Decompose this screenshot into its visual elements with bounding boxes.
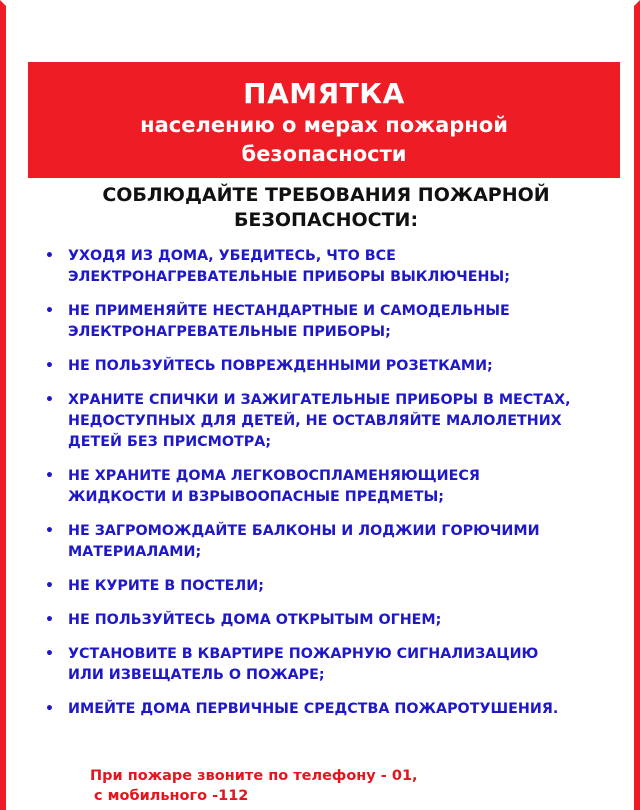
safety-rule-text: ДЕТЕЙ БЕЗ ПРИСМОТРА; bbox=[68, 434, 272, 450]
safety-rule-item bbox=[42, 356, 630, 377]
poster-subtitle-line-2: безопасности bbox=[241, 142, 407, 166]
safety-rule-text: НЕ ПРИМЕНЯЙТЕ НЕСТАНДАРТНЫЕ И САМОДЕЛЬНЫЕ bbox=[68, 303, 510, 319]
safety-rule-text: УСТАНОВИТЕ В КВАРТИРЕ ПОЖАРНУЮ СИГНАЛИЗАЦИЮ bbox=[68, 646, 539, 662]
safety-rule-item bbox=[42, 521, 630, 563]
safety-rule-text: ЭЛЕКТРОНАГРЕВАТЕЛЬНЫЕ ПРИБОРЫ; bbox=[68, 324, 391, 340]
bullet-icon: • bbox=[45, 578, 54, 594]
safety-rule-text: ЖИДКОСТИ И ВЗРЫВООПАСНЫЕ ПРЕДМЕТЫ; bbox=[68, 489, 444, 505]
requirements-heading-line-1: СОБЛЮДАЙТЕ ТРЕБОВАНИЯ ПОЖАРНОЙ bbox=[102, 184, 550, 206]
safety-rule-item bbox=[42, 610, 630, 631]
requirements-heading-line-2: БЕЗОПАСНОСТИ: bbox=[233, 209, 419, 231]
safety-rule-text: НЕДОСТУПНЫХ ДЛЯ ДЕТЕЙ, НЕ ОСТАВЛЯЙТЕ МАЛОЛЕТНИХ bbox=[68, 413, 562, 429]
safety-rule-item bbox=[42, 390, 630, 453]
safety-rule-item bbox=[42, 699, 630, 720]
bullet-icon: • bbox=[45, 468, 54, 484]
safety-rule-item bbox=[42, 576, 630, 597]
safety-rule-item bbox=[42, 246, 630, 288]
safety-rule-item bbox=[42, 301, 630, 343]
bullet-icon: • bbox=[45, 701, 54, 717]
safety-rule-text: УХОДЯ ИЗ ДОМА, УБЕДИТЕСЬ, ЧТО ВСЕ bbox=[68, 248, 396, 264]
emergency-phone-line: При пожаре звоните по телефону - 01, bbox=[90, 768, 418, 784]
safety-rule-text: ИМЕЙТЕ ДОМА ПЕРВИЧНЫЕ СРЕДСТВА ПОЖАРОТУШЕНИЯ. bbox=[68, 701, 559, 717]
safety-rule-item bbox=[42, 644, 630, 686]
safety-rule-text: ИЛИ ИЗВЕЩАТЕЛЬ О ПОЖАРЕ; bbox=[68, 667, 325, 683]
safety-rule-text: НЕ ПОЛЬЗУЙТЕСЬ ДОМА ОТКРЫТЫМ ОГНЕМ; bbox=[68, 612, 442, 628]
poster-title: ПАМЯТКА bbox=[243, 77, 405, 110]
bullet-icon: • bbox=[45, 358, 54, 374]
safety-rule-text: НЕ ПОЛЬЗУЙТЕСЬ ПОВРЕЖДЕННЫМИ РОЗЕТКАМИ; bbox=[68, 358, 493, 374]
safety-rule-text: НЕ ХРАНИТЕ ДОМА ЛЕГКОВОСПЛАМЕНЯЮЩИЕСЯ bbox=[68, 468, 480, 484]
bullet-icon: • bbox=[45, 646, 54, 662]
bullet-icon: • bbox=[45, 303, 54, 319]
bullet-icon: • bbox=[45, 523, 54, 539]
header-banner bbox=[28, 62, 620, 178]
safety-rule-text: ЭЛЕКТРОНАГРЕВАТЕЛЬНЫЕ ПРИБОРЫ ВЫКЛЮЧЕНЫ; bbox=[68, 269, 510, 285]
safety-rule-item bbox=[42, 466, 630, 508]
safety-rule-text: ХРАНИТЕ СПИЧКИ И ЗАЖИГАТЕЛЬНЫЕ ПРИБОРЫ В МЕСТАХ, bbox=[68, 392, 571, 408]
safety-rules-list bbox=[42, 246, 630, 733]
emergency-call-notice bbox=[90, 766, 570, 806]
safety-rule-text: МАТЕРИАЛАМИ; bbox=[68, 544, 202, 560]
safety-rule-text: НЕ КУРИТЕ В ПОСТЕЛИ; bbox=[68, 578, 264, 594]
emergency-mobile-line: с мобильного -112 bbox=[94, 788, 249, 804]
bullet-icon: • bbox=[45, 612, 54, 628]
requirements-heading bbox=[66, 183, 586, 233]
bullet-icon: • bbox=[45, 392, 54, 408]
safety-rule-text: НЕ ЗАГРОМОЖДАЙТЕ БАЛКОНЫ И ЛОДЖИИ ГОРЮЧИМИ bbox=[68, 523, 540, 539]
poster-subtitle-line-1: населению о мерах пожарной bbox=[140, 113, 508, 137]
bullet-icon: • bbox=[45, 248, 54, 264]
